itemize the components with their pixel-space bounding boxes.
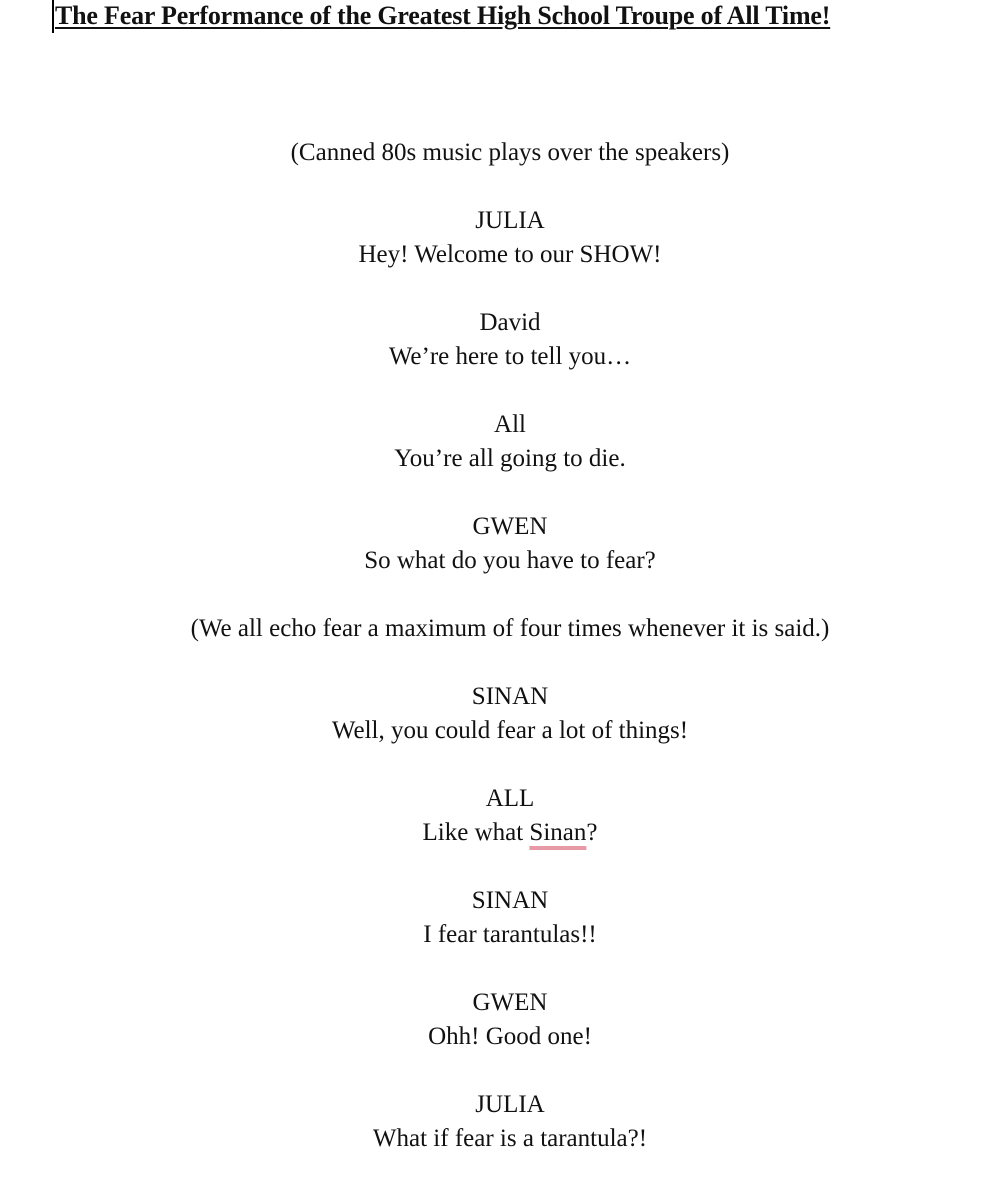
dialogue-line[interactable]: Well, you could fear a lot of things! bbox=[331, 717, 689, 744]
text-cursor bbox=[52, 0, 54, 33]
speaker-name[interactable]: SINAN bbox=[471, 887, 549, 914]
spellcheck-flagged-word[interactable]: Sinan bbox=[529, 819, 587, 846]
speaker-name[interactable]: ALL bbox=[485, 785, 535, 812]
blank-line bbox=[0, 272, 1008, 306]
document-title[interactable]: The Fear Performance of the Greatest High School Troupe of All Time! bbox=[55, 1, 831, 30]
blank-line bbox=[0, 748, 1008, 782]
stage-direction[interactable]: (We all echo fear a maximum of four times whenever it is said.) bbox=[190, 615, 830, 642]
blank-line bbox=[0, 1054, 1008, 1088]
stage-direction[interactable]: (Canned 80s music plays over the speakers) bbox=[290, 139, 730, 166]
speaker-name[interactable]: GWEN bbox=[472, 989, 548, 1016]
blank-line bbox=[0, 170, 1008, 204]
dialogue-line[interactable]: You’re all going to die. bbox=[394, 445, 626, 472]
dialogue-line[interactable]: So what do you have to fear? bbox=[364, 547, 656, 574]
blank-line bbox=[0, 850, 1008, 884]
blank-line bbox=[0, 952, 1008, 986]
speaker-name[interactable]: JULIA bbox=[475, 1091, 545, 1118]
dialogue-line[interactable]: Ohh! Good one! bbox=[428, 1023, 592, 1050]
dialogue-line[interactable]: I fear tarantulas!! bbox=[423, 921, 597, 948]
blank-line bbox=[0, 476, 1008, 510]
speaker-name[interactable]: SINAN bbox=[471, 683, 549, 710]
dialogue-text: ? bbox=[586, 819, 598, 846]
dialogue-line[interactable]: What if fear is a tarantula?! bbox=[372, 1125, 648, 1152]
blank-line bbox=[0, 374, 1008, 408]
script-body bbox=[0, 136, 1008, 1156]
speaker-name[interactable]: GWEN bbox=[472, 513, 548, 540]
blank-line bbox=[0, 646, 1008, 680]
dialogue-text: Like what bbox=[422, 819, 530, 846]
blank-line bbox=[0, 578, 1008, 612]
speaker-name[interactable]: JULIA bbox=[475, 207, 545, 234]
speaker-name[interactable]: All bbox=[494, 411, 526, 438]
dialogue-line[interactable]: We’re here to tell you… bbox=[388, 343, 632, 370]
title-row bbox=[52, 0, 830, 34]
speaker-name[interactable]: David bbox=[479, 309, 541, 336]
dialogue-line[interactable]: Hey! Welcome to our SHOW! bbox=[358, 241, 662, 268]
dialogue-line[interactable] bbox=[0, 816, 1008, 850]
